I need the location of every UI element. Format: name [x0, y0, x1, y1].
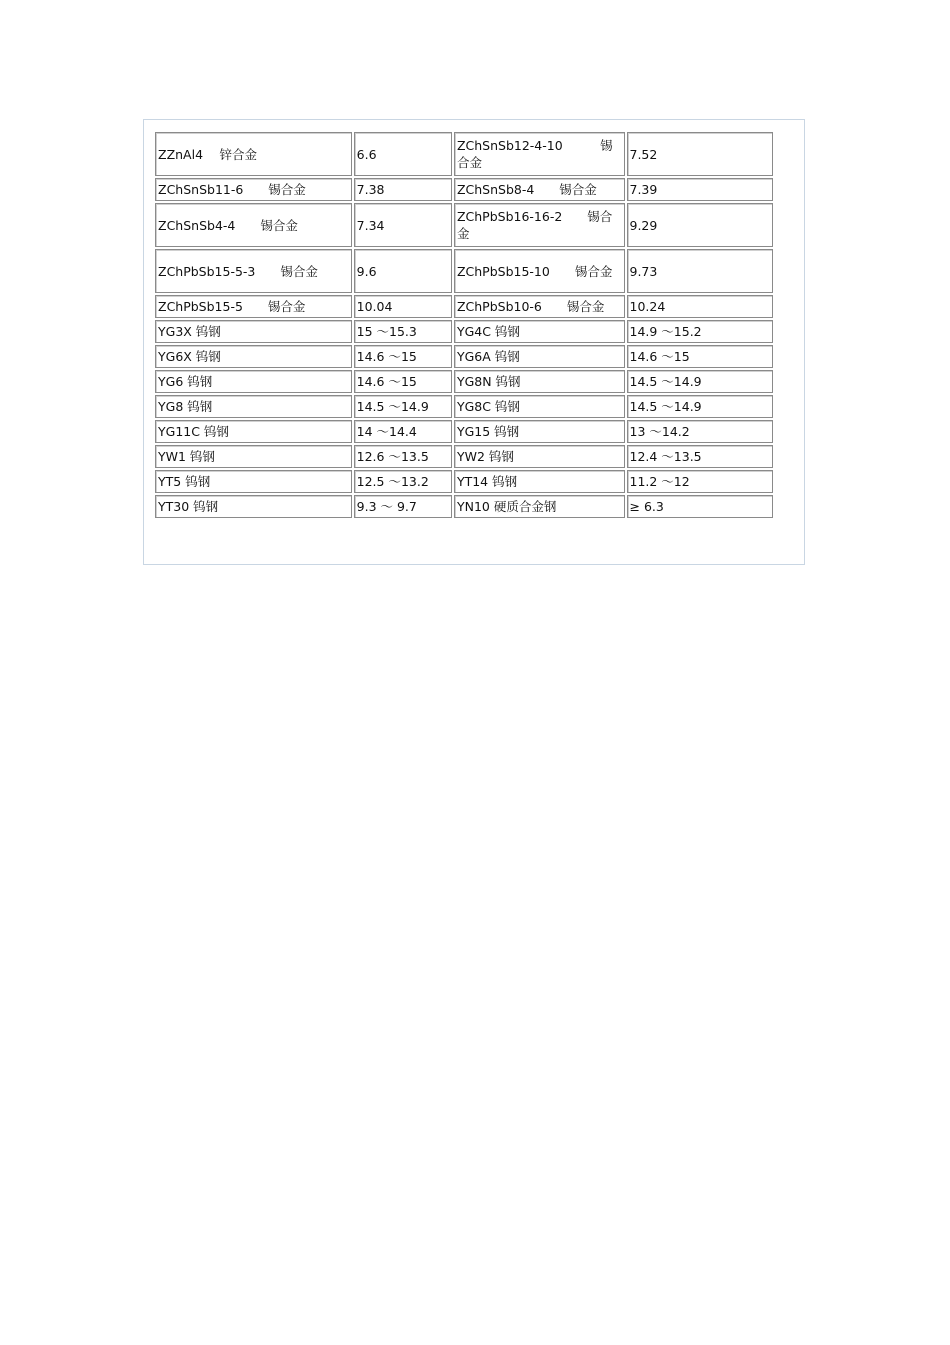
table-row	[155, 470, 773, 493]
material-name-cell: ZChPbSb15-10 锡合金	[454, 249, 625, 293]
density-value-cell: 14.5 ～14.9	[627, 395, 774, 418]
material-name-cell: YG8 钨钢	[155, 395, 352, 418]
table-row	[155, 178, 773, 201]
material-name-cell: YG6A 钨钢	[454, 345, 625, 368]
density-value-cell: 14.6 ～15	[627, 345, 774, 368]
density-value-cell: 12.6 ～13.5	[354, 445, 452, 468]
material-name-cell: YG6 钨钢	[155, 370, 352, 393]
density-value-cell: 14.5 ～14.9	[627, 370, 774, 393]
material-name-cell: ZChSnSb12-4-10 锡合金	[454, 132, 625, 176]
density-value-cell: 13 ～14.2	[627, 420, 774, 443]
density-value-cell: 12.5 ～13.2	[354, 470, 452, 493]
material-name-cell: YG11C 钨钢	[155, 420, 352, 443]
material-name-cell: YT14 钨钢	[454, 470, 625, 493]
table-row	[155, 249, 773, 293]
density-value-cell: 14.5 ～14.9	[354, 395, 452, 418]
table-row	[155, 132, 773, 176]
density-value-cell: 9.29	[627, 203, 774, 247]
table-row	[155, 395, 773, 418]
density-value-cell: 14.6 ～15	[354, 345, 452, 368]
density-value-cell: 7.38	[354, 178, 452, 201]
table-row	[155, 370, 773, 393]
material-name-cell: ZChSnSb4-4 锡合金	[155, 203, 352, 247]
density-value-cell: 7.39	[627, 178, 774, 201]
table-row	[155, 320, 773, 343]
material-name-cell: ZChSnSb8-4 锡合金	[454, 178, 625, 201]
material-name-cell: ZChPbSb15-5-3 锡合金	[155, 249, 352, 293]
density-value-cell: ≥ 6.3	[627, 495, 774, 518]
material-name-cell: ZChPbSb15-5 锡合金	[155, 295, 352, 318]
material-name-cell: YG6X 钨钢	[155, 345, 352, 368]
material-name-cell: ZChSnSb11-6 锡合金	[155, 178, 352, 201]
material-name-cell: ZChPbSb10-6 锡合金	[454, 295, 625, 318]
table-row	[155, 495, 773, 518]
table-row	[155, 445, 773, 468]
density-value-cell: 6.6	[354, 132, 452, 176]
material-name-cell: YG3X 钨钢	[155, 320, 352, 343]
material-name-cell: YT30 钨钢	[155, 495, 352, 518]
density-value-cell: 14.6 ～15	[354, 370, 452, 393]
density-value-cell: 14.9 ～15.2	[627, 320, 774, 343]
table-row	[155, 203, 773, 247]
density-value-cell: 10.24	[627, 295, 774, 318]
material-name-cell: ZZnAl4 锌合金	[155, 132, 352, 176]
material-name-cell: YG4C 钨钢	[454, 320, 625, 343]
density-value-cell: 9.73	[627, 249, 774, 293]
material-name-cell: YG15 钨钢	[454, 420, 625, 443]
density-value-cell: 15 ～15.3	[354, 320, 452, 343]
material-name-cell: YN10 硬质合金钢	[454, 495, 625, 518]
density-value-cell: 7.52	[627, 132, 774, 176]
density-value-cell: 14 ～14.4	[354, 420, 452, 443]
table-row	[155, 295, 773, 318]
density-table	[153, 130, 775, 520]
density-value-cell: 9.6	[354, 249, 452, 293]
material-name-cell: ZChPbSb16-16-2 锡合金	[454, 203, 625, 247]
density-value-cell: 9.3 ～ 9.7	[354, 495, 452, 518]
material-name-cell: YT5 钨钢	[155, 470, 352, 493]
table-row	[155, 420, 773, 443]
table-row	[155, 345, 773, 368]
material-name-cell: YG8N 钨钢	[454, 370, 625, 393]
material-name-cell: YW1 钨钢	[155, 445, 352, 468]
density-value-cell: 10.04	[354, 295, 452, 318]
table-body	[155, 132, 773, 518]
material-name-cell: YG8C 钨钢	[454, 395, 625, 418]
material-name-cell: YW2 钨钢	[454, 445, 625, 468]
density-value-cell: 11.2 ～12	[627, 470, 774, 493]
density-value-cell: 7.34	[354, 203, 452, 247]
density-value-cell: 12.4 ～13.5	[627, 445, 774, 468]
